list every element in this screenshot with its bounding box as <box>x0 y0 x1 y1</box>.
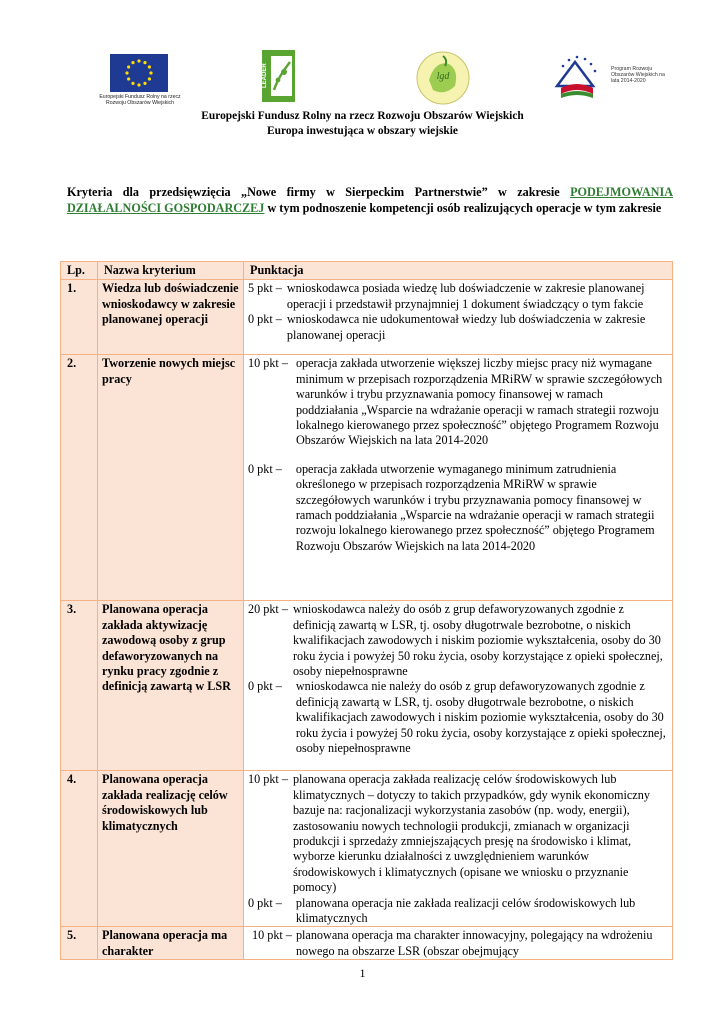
points-description: planowana operacja zakłada realizację celów środowiskowych lub klimatycznych – dotyczy to takich przypadków, gdy wynik ekonomiczny bazuje na: racjonalizacji wykorzystania zasobów (np. wody, energii), zastosowaniu nowych technologii produkcji, zmianach w organizacji produkcji i sprzedaży zmniejszających presję na środowisko i klimat, wyborze kierunku działalności z uwzględnieniem warunków środowiskowych i klimatycznych (opisane we wniosku o przyznanie pomocy) <box>292 772 650 895</box>
points-entry <box>248 679 668 756</box>
table-row <box>61 355 673 601</box>
points-entry <box>248 772 668 895</box>
criteria-table <box>60 261 673 960</box>
intro-text-2: w tym podnoszenie kompetencji osób realizujących operacje w tym zakresie <box>264 201 662 215</box>
row-points <box>244 280 673 355</box>
eu-flag-icon <box>110 54 168 92</box>
points-entry <box>248 281 668 312</box>
points-value: 0 pkt – <box>248 895 282 910</box>
points-description: wnioskodawca nie udokumentował wiedzy lub doświadczenia w zakresie planowanej operacji <box>286 312 646 342</box>
points-description: operacja zakłada utworzenie większej liczby miejsc pracy niż wymagane minimum w przepisach rozporządzenia MRiRW w sprawie szczegółowych warunków i trybu przyznawania pomocy finansowej w ramach poddziałania „Wsparcie na wdrażanie operacji w ramach strategii rozwoju lokalnego kierowanego przez społeczność” objętego Programem Rozwoju Obszarów Wiejskich na lata 2014-2020 <box>295 356 663 448</box>
row-lp: 2. <box>61 355 98 601</box>
eu-logo-caption: Europejski Fundusz Rolny na rzecz Rozwoju Obszarów Wiejskich <box>99 94 181 106</box>
header-line-1: Europejski Fundusz Rolny na rzecz Rozwoju Obszarów Wiejskich <box>201 110 524 122</box>
points-entry <box>248 896 668 927</box>
lgd-logo <box>415 50 471 106</box>
points-entry <box>248 602 668 679</box>
row-lp: 1. <box>61 280 98 355</box>
table-row <box>61 280 673 355</box>
eu-logo <box>92 54 188 106</box>
row-criterion-name: Planowana operacja ma charakter <box>98 927 244 960</box>
points-entry <box>248 462 668 554</box>
entry-gap <box>248 449 668 462</box>
points-value: 10 pkt – <box>248 356 288 371</box>
row-points <box>244 355 673 601</box>
table-header-row <box>61 262 673 280</box>
table-row <box>61 927 673 960</box>
header-name: Nazwa kryterium <box>98 262 244 280</box>
points-description: planowana operacja nie zakłada realizacji celów środowiskowych lub klimatycznych <box>295 895 636 926</box>
row-points <box>244 927 673 960</box>
points-entry <box>248 356 668 448</box>
points-description: planowana operacja ma charakter innowacyjny, polegający na wdrożeniu nowego na obszarze LSR (obszar obejmujący <box>295 928 653 958</box>
row-lp: 5. <box>61 927 98 960</box>
document-intro <box>67 184 673 216</box>
points-value: 0 pkt – <box>248 679 282 694</box>
row-points <box>244 601 673 771</box>
points-value: 5 pkt – <box>248 281 282 296</box>
points-value: 0 pkt – <box>248 312 282 327</box>
table-row <box>61 771 673 927</box>
header-points: Punktacja <box>244 262 673 280</box>
prow-logo-text: Program Rozwoju Obszarów Wiejskich na lata 2014-2020 <box>611 66 665 85</box>
row-criterion-name: Tworzenie nowych miejsc pracy <box>98 355 244 601</box>
logo-bar <box>0 48 725 110</box>
points-value: 20 pkt – <box>248 602 288 617</box>
row-criterion-name: Planowana operacja zakłada realizację celów środowiskowych lub klimatycznych <box>98 771 244 927</box>
points-description: wnioskodawca posiada wiedzę lub doświadczenie w zakresie planowanej operacji i przedstawił przynajmniej 1 dokument świadczący o tym fakcie <box>286 281 645 311</box>
intro-text-1: Kryteria dla przedsięwzięcia „Nowe firmy w Sierpeckim Partnerstwie” w zakresie <box>67 185 571 199</box>
intro-highlight-link[interactable]: PODEJMOWANIA DZIAŁALNOŚCI GOSPODARCZEJ <box>67 185 673 215</box>
leader-logo-text: LEADER <box>262 63 268 89</box>
prow-logo <box>553 52 673 104</box>
document-header <box>0 109 725 138</box>
points-description: operacja zakłada utworzenie wymaganego minimum zatrudnienia określonego w przepisach rozporządzenia MRiRW w sprawie szczegółowych warunków i trybu przyznawania pomocy finansowej w ramach poddziałania „Wsparcie na wdrażanie operacji w ramach strategii rozwoju lokalnego kierowanego przez społeczność” objętego Programem Rozwoju Obszarów Wiejskich na lata 2014-2020 <box>295 461 655 553</box>
points-value: 10 pkt – <box>252 928 292 943</box>
header-line-2: Europa inwestująca w obszary wiejskie <box>267 124 458 137</box>
lgd-logo-text: lgd <box>436 71 450 82</box>
row-lp: 3. <box>61 601 98 771</box>
page-number: 1 <box>359 966 366 980</box>
header-lp: Lp. <box>61 262 98 280</box>
points-value: 0 pkt – <box>248 461 282 476</box>
row-points <box>244 771 673 927</box>
points-description: wnioskodawca należy do osób z grup defaworyzowanych zgodnie z definicją zawartą w LSR, tj. osoby długotrwale bezrobotne, o niskich kwalifikacjach zawodowych i niskim poziomie wykształcenia, osoby do 30 roku życia i powyżej 50 roku życia, osoby korzystające z opieki społecznej, osoby niepełnosprawne <box>292 602 663 679</box>
leader-logo <box>262 50 295 102</box>
points-entry <box>248 928 668 959</box>
points-value: 10 pkt – <box>248 772 288 787</box>
row-criterion-name: Planowana operacja zakłada aktywizację zawodową osoby z grup defaworyzowanych na rynku pracy zgodnie z definicją zawartą w LSR <box>98 601 244 771</box>
table-row <box>61 601 673 771</box>
points-description: wnioskodawca nie należy do osób z grup defaworyzowanych zgodnie z definicją zawartą w LSR, tj. osoby długotrwale bezrobotne, o niskich kwalifikacjach zawodowych i niskim poziomie wykształcenia, osoby do 30 roku życia i powyżej 50 roku życia, osoby korzystające z opieki społecznej, osoby niepełnosprawne <box>295 679 666 756</box>
row-criterion-name: Wiedza lub doświadczenie wnioskodawcy w zakresie planowanej operacji <box>98 280 244 355</box>
points-entry <box>248 312 668 343</box>
row-lp: 4. <box>61 771 98 927</box>
